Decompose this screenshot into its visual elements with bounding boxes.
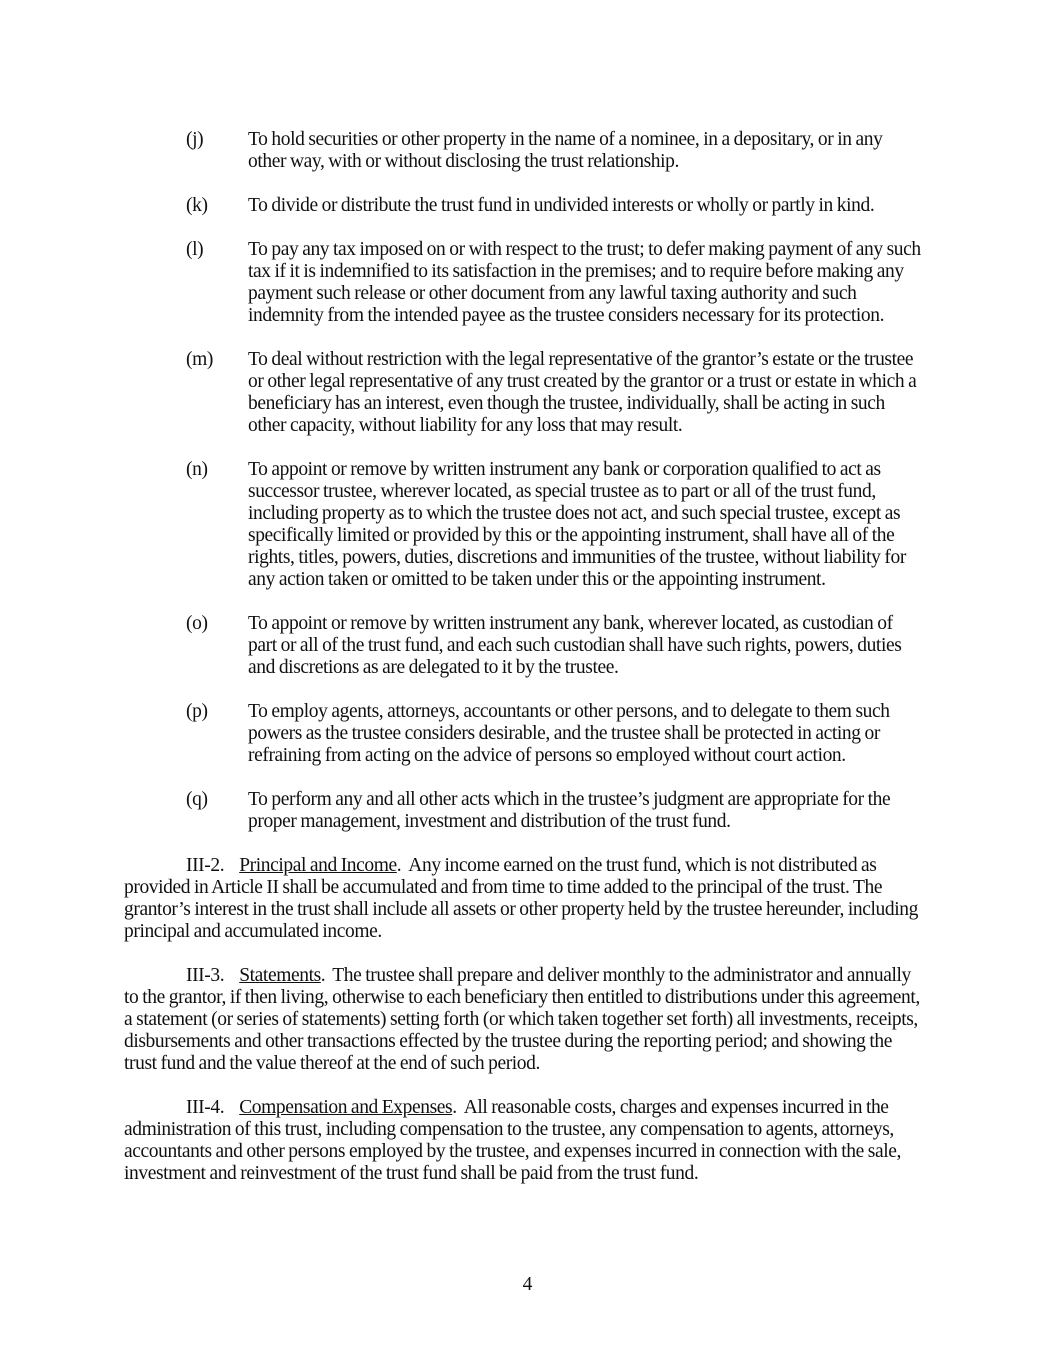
list-item-label: (n)	[186, 459, 208, 480]
page-number: 4	[522, 1274, 533, 1295]
section-number: III-4.	[186, 1097, 225, 1118]
list-item-text: To hold securities or other property in the name of a nominee, in a depositary, or in any other way, with or without disclosing the trust relationship.	[248, 129, 883, 172]
section-text: All reasonable costs, charges and expenses incurred in the administration of this trust, including compensation to the trustee, any compensation to agents, attorneys, accountants and other persons employed by the trustee, and expenses incurred in connection with the sale, investment and reinvestment of the trust fund shall be paid from the trust fund.	[124, 1097, 901, 1184]
list-item-text: To divide or distribute the trust fund in undivided interests or wholly or partly in kind.	[248, 195, 875, 216]
list-item-p	[124, 701, 922, 767]
list-item-l	[124, 239, 922, 327]
section-iii-3	[124, 965, 922, 1075]
heading-period: .	[320, 965, 326, 986]
list-item-o	[124, 613, 922, 679]
list-item-label: (q)	[186, 789, 208, 810]
list-item-text: To perform any and all other acts which in the trustee’s judgment are appropriate for the proper management, investment and distribution of the trust fund.	[248, 789, 891, 832]
list-item-text: To appoint or remove by written instrument any bank, wherever located, as custodian of part or all of the trust fund, and each such custodian shall have such rights, powers, duties and discretions as are delegated to it by the trustee.	[248, 613, 902, 678]
list-item-k	[124, 195, 922, 217]
list-item-text: To appoint or remove by written instrument any bank or corporation qualified to act as successor trustee, wherever located, as special trustee as to part or all of the trust fund, including property as to which the trustee does not act, and such special trustee, except as specifically limited or provided by this or the appointing instrument, shall have all of the rights, titles, powers, duties, discretions and immunities of the trustee, without liability for any action taken or omitted to be taken under this or the appointing instrument.	[248, 459, 906, 590]
list-item-j	[124, 129, 922, 173]
section-iii-2	[124, 855, 922, 943]
list-item-text: To deal without restriction with the legal representative of the grantor’s estate or the trustee or other legal representative of any trust created by the grantor or a trust or estate in which a beneficiary has an interest, even though the trustee, individually, shall be acting in such other capacity, without liability for any loss that may result.	[248, 349, 917, 436]
list-item-label: (p)	[186, 701, 208, 722]
list-item-q	[124, 789, 922, 833]
section-number: III-2.	[186, 855, 225, 876]
list-item-label: (l)	[186, 239, 204, 260]
list-item-n	[124, 459, 922, 591]
section-number: III-3.	[186, 965, 225, 986]
heading-period: .	[452, 1097, 457, 1118]
section-heading: Compensation and Expenses	[239, 1097, 453, 1118]
list-item-label: (m)	[186, 349, 213, 370]
section-heading: Principal and Income	[239, 855, 397, 876]
section-text: Any income earned on the trust fund, which is not distributed as provided in Article II shall be accumulated and from time to time added to the principal of the trust. The grantor’s interest in the trust shall include all assets or other property held by the trustee hereunder, including principal and accumulated income.	[124, 855, 918, 942]
list-item-text: To employ agents, attorneys, accountants or other persons, and to delegate to them such powers as the trustee considers desirable, and the trustee shall be protected in acting or refraining from acting on the advice of persons so employed without court action.	[248, 701, 890, 766]
list-item-text: To pay any tax imposed on or with respect to the trust; to defer making payment of any such tax if it is indemnified to its satisfaction in the premises; and to require before making any payment such release or other document from any lawful taxing authority and such indemnity from the intended payee as the trustee considers necessary for its protection.	[248, 239, 921, 326]
heading-period: .	[396, 855, 402, 876]
list-item-label: (o)	[186, 613, 208, 634]
list-item-label: (j)	[186, 129, 204, 150]
list-item-m	[124, 349, 922, 437]
section-iii-4	[124, 1097, 922, 1185]
section-heading: Statements	[239, 965, 321, 986]
document-body	[124, 129, 922, 1207]
section-text: The trustee shall prepare and deliver monthly to the administrator and annually to the grantor, if then living, otherwise to each beneficiary then entitled to distributions under this agreement, a statement (or series of statements) setting forth (or which taken together set forth) all investments, receipts, disbursements and other transactions effected by the trustee during the reporting period; and showing the trust fund and the value thereof at the end of such period.	[124, 965, 920, 1074]
list-item-label: (k)	[186, 195, 208, 216]
